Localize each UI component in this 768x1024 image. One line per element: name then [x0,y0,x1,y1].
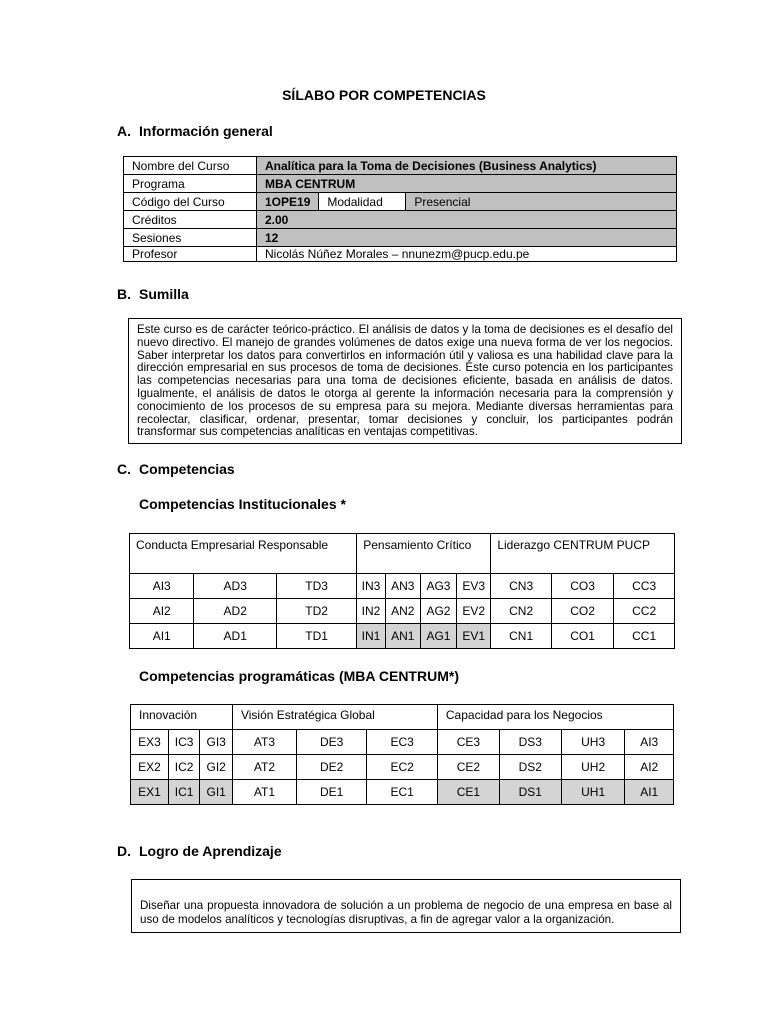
info-row-creditos [124,211,677,229]
competency-cell: CC2 [614,599,675,624]
competency-cell: EV2 [457,599,491,624]
competency-cell: TD1 [276,624,356,649]
competency-cell: AT2 [232,755,296,780]
programaticas-header-row [131,705,674,730]
creditos-label: Créditos [124,211,257,229]
competency-cell-highlighted: GI1 [200,780,233,805]
sumilla-text: Este curso es de carácter teórico-práctico. El análisis de datos y la toma de decisiones es el desafío del nuevo directivo. El manejo de grandes volúmenes de datos exige una nueva forma de ver los negocios. Saber interpretar los datos para convertirlos en información útil y valiosa es una habilidad clave para la dirección empresarial en sus procesos de toma de decisiones. Este curso potencia en los participantes las competencias necesarias para una toma de decisiones eficiente, basada en análisis de datos. Igualmente, el análisis de datos le otorga al gerente la información necesaria para la comprensión y conocimiento de los procesos de su empresa para su mejora. Mediante diversas herramientas para recolectar, clasificar, ordenar, presentar, tomar decisiones y concluir, los participantes podrán transformar sus competencias analíticas en ventajas competitivas. [128,318,682,444]
profesor-value: Nicolás Núñez Morales – nnunezm@pucp.edu.pe [257,247,677,262]
programaticas-table [130,704,674,805]
competency-cell: IC3 [168,730,200,755]
competency-cell: EC3 [367,730,437,755]
competency-cell: CO3 [551,574,613,599]
competency-cell-highlighted: AN1 [385,624,420,649]
competency-cell: GI3 [200,730,233,755]
logro-text: Diseñar una propuesta innovadora de solución a un problema de negocio de una empresa en base al uso de modelos analíticos y tecnologías disruptivas, a fin de agregar valor a la organización. [131,879,681,933]
table-row [131,730,674,755]
inst-header-conducta: Conducta Empresarial Responsable [130,534,357,574]
institucionales-title: Competencias Institucionales * [139,496,346,512]
section-d-heading [117,843,282,859]
info-row-profesor [124,247,677,262]
competency-cell: DS3 [499,730,561,755]
competency-cell: DE3 [296,730,366,755]
competency-cell-highlighted: IN1 [357,624,385,649]
competency-cell: CN2 [491,599,552,624]
competency-cell: CO1 [551,624,613,649]
institucionales-table [129,533,675,649]
competency-cell: EC2 [367,755,437,780]
info-table [123,156,677,262]
table-row [131,780,674,805]
prog-header-vision: Visión Estratégica Global [232,705,437,730]
sesiones-label: Sesiones [124,229,257,247]
competency-cell: CE3 [437,730,499,755]
table-row [130,599,675,624]
codigo-label: Código del Curso [124,193,257,211]
programa-label: Programa [124,175,257,193]
section-a-heading [117,123,273,139]
programaticas-title: Competencias programáticas (MBA CENTRUM*) [139,668,459,684]
competency-cell: UH2 [561,755,625,780]
competency-cell: DS2 [499,755,561,780]
section-a-letter: A. [117,123,131,139]
info-row-programa [124,175,677,193]
info-row-codigo [124,193,677,211]
competency-cell: GI2 [200,755,233,780]
inst-header-pensamiento: Pensamiento Crítico [357,534,491,574]
info-row-nombre [124,157,677,175]
competency-cell: CN1 [491,624,552,649]
creditos-value: 2.00 [257,211,677,229]
competency-cell: AI1 [130,624,194,649]
competency-cell-highlighted: UH1 [561,780,625,805]
table-row [130,574,675,599]
competency-cell: AT3 [232,730,296,755]
competency-cell-highlighted: AI1 [625,780,674,805]
inst-header-liderazgo: Liderazgo CENTRUM PUCP [491,534,675,574]
competency-cell: AI3 [625,730,674,755]
programa-value: MBA CENTRUM [257,175,677,193]
competency-cell: IC2 [168,755,200,780]
section-d-letter: D. [117,843,131,859]
competency-cell-highlighted: IC1 [168,780,200,805]
competency-cell: EX2 [131,755,169,780]
competency-cell: AI3 [130,574,194,599]
competency-cell: DE1 [296,780,366,805]
modalidad-value: Presencial [406,193,677,211]
modalidad-label: Modalidad [319,193,406,211]
profesor-label: Profesor [124,247,257,262]
competency-cell: CE2 [437,755,499,780]
competency-cell: AG2 [420,599,456,624]
nombre-value: Analítica para la Toma de Decisiones (Business Analytics) [257,157,677,175]
sesiones-value: 12 [257,229,677,247]
table-row [131,755,674,780]
competency-cell: EC1 [367,780,437,805]
page-title: SÍLABO POR COMPETENCIAS [282,87,486,103]
competency-cell-highlighted: DS1 [499,780,561,805]
section-b-letter: B. [117,286,131,302]
competency-cell: EX3 [131,730,169,755]
competency-cell: TD3 [276,574,356,599]
competency-cell: AN2 [385,599,420,624]
competency-cell-highlighted: AG1 [420,624,456,649]
competency-cell: UH3 [561,730,625,755]
competency-cell: EV3 [457,574,491,599]
section-a-label: Información general [139,123,273,139]
competency-cell-highlighted: EX1 [131,780,169,805]
section-c-letter: C. [117,461,131,477]
competency-cell: CC3 [614,574,675,599]
competency-cell: AD3 [194,574,277,599]
competency-cell: AI2 [625,755,674,780]
codigo-value: 1OPE19 [257,193,319,211]
section-b-label: Sumilla [139,286,189,302]
competency-cell: CC1 [614,624,675,649]
prog-header-innovacion: Innovación [131,705,233,730]
competency-cell-highlighted: CE1 [437,780,499,805]
nombre-label: Nombre del Curso [124,157,257,175]
info-row-sesiones [124,229,677,247]
competency-cell: DE2 [296,755,366,780]
competency-cell: AT1 [232,780,296,805]
competency-cell: CN3 [491,574,552,599]
competency-cell: IN2 [357,599,385,624]
competency-cell: IN3 [357,574,385,599]
institucionales-header-row [130,534,675,574]
competency-cell: AI2 [130,599,194,624]
section-c-label: Competencias [139,461,235,477]
competency-cell: AD2 [194,599,277,624]
competency-cell-highlighted: EV1 [457,624,491,649]
competency-cell: AN3 [385,574,420,599]
competency-cell: AD1 [194,624,277,649]
competency-cell: AG3 [420,574,456,599]
prog-header-capacidad: Capacidad para los Negocios [437,705,673,730]
table-row [130,624,675,649]
competency-cell: CO2 [551,599,613,624]
section-b-heading [117,286,189,302]
section-c-heading [117,461,235,477]
section-d-label: Logro de Aprendizaje [139,843,282,859]
competency-cell: TD2 [276,599,356,624]
